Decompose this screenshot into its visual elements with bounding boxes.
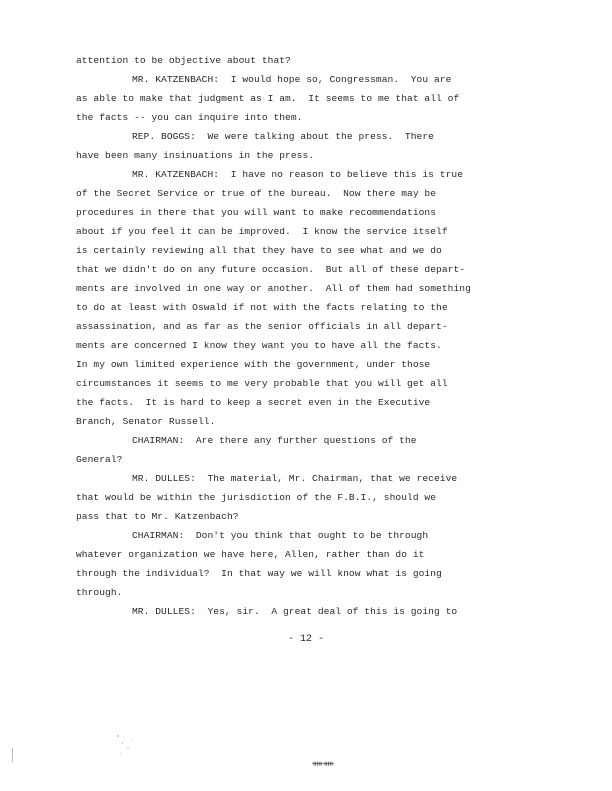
scan-speck <box>117 735 119 737</box>
scan-speck <box>131 739 132 740</box>
transcript-line: attention to be objective about that? <box>76 55 291 66</box>
transcript-line: MR. KATZENBACH: I have no reason to believe this is true <box>132 169 464 180</box>
transcript-line: CHAIRMAN: Are there any further questions of the <box>132 435 417 446</box>
page-number: - 12 - <box>287 634 324 645</box>
transcript-line: the facts -- you can inquire into them. <box>76 112 303 123</box>
transcript-line: MR. KATZENBACH: I would hope so, Congressman. You are <box>132 74 452 85</box>
transcript-line: through the individual? In that way we will know what is going <box>76 568 442 579</box>
transcript-line: ments are involved in one way or another. All of them had something <box>76 283 471 294</box>
transcript-line: CHAIRMAN: Don't you think that ought to be through <box>132 530 429 541</box>
transcript-line: that we didn't do on any future occasion. But all of these depart- <box>76 264 466 275</box>
transcript-line: pass that to Mr. Katzenbach? <box>76 511 239 522</box>
transcript-line: whatever organization we have here, Allen, rather than do it <box>76 549 425 560</box>
scan-speck <box>122 742 123 744</box>
transcript-line: MR. DULLES: The material, Mr. Chairman, that we receive <box>132 473 458 484</box>
transcript-line: through. <box>76 587 123 598</box>
transcript-line: MR. DULLES: Yes, sir. A great deal of this is going to <box>132 606 458 617</box>
transcript-line: In my own limited experience with the government, under those <box>76 359 431 370</box>
bottom-mark: ᚔᚔ <box>312 760 334 769</box>
scan-speck <box>127 748 129 749</box>
scan-speck <box>12 748 13 762</box>
transcript-line: Branch, Senator Russell. <box>76 416 216 427</box>
transcript-line: that would be within the jurisdiction of the F.B.I., should we <box>76 492 437 503</box>
transcript-line: General? <box>76 454 123 465</box>
transcript-line: as able to make that judgment as I am. It seems to me that all of <box>76 93 460 104</box>
scan-speck <box>120 753 121 754</box>
transcript-line: ments are concerned I know they want you to have all the facts. <box>76 340 442 351</box>
transcript-line: REP. BOGGS: We were talking about the press. There <box>132 131 434 142</box>
transcript-line: have been many insinuations in the press. <box>76 150 315 161</box>
transcript-line: about if you feel it can be improved. I know the service itself <box>76 226 448 237</box>
transcript-line: assassination, and as far as the senior officials in all depart- <box>76 321 448 332</box>
transcript-body <box>76 51 471 621</box>
transcript-line: procedures in there that you will want to make recommendations <box>76 207 437 218</box>
transcript-line: circumstances it seems to me very probable that you will get all <box>76 378 448 389</box>
transcript-line: to do at least with Oswald if not with the facts relating to the <box>76 302 448 313</box>
transcript-line: the facts. It is hard to keep a secret even in the Executive <box>76 397 431 408</box>
transcript-line: of the Secret Service or true of the bureau. Now there may be <box>76 188 437 199</box>
transcript-line: is certainly reviewing all that they have to see what and we do <box>76 245 442 256</box>
